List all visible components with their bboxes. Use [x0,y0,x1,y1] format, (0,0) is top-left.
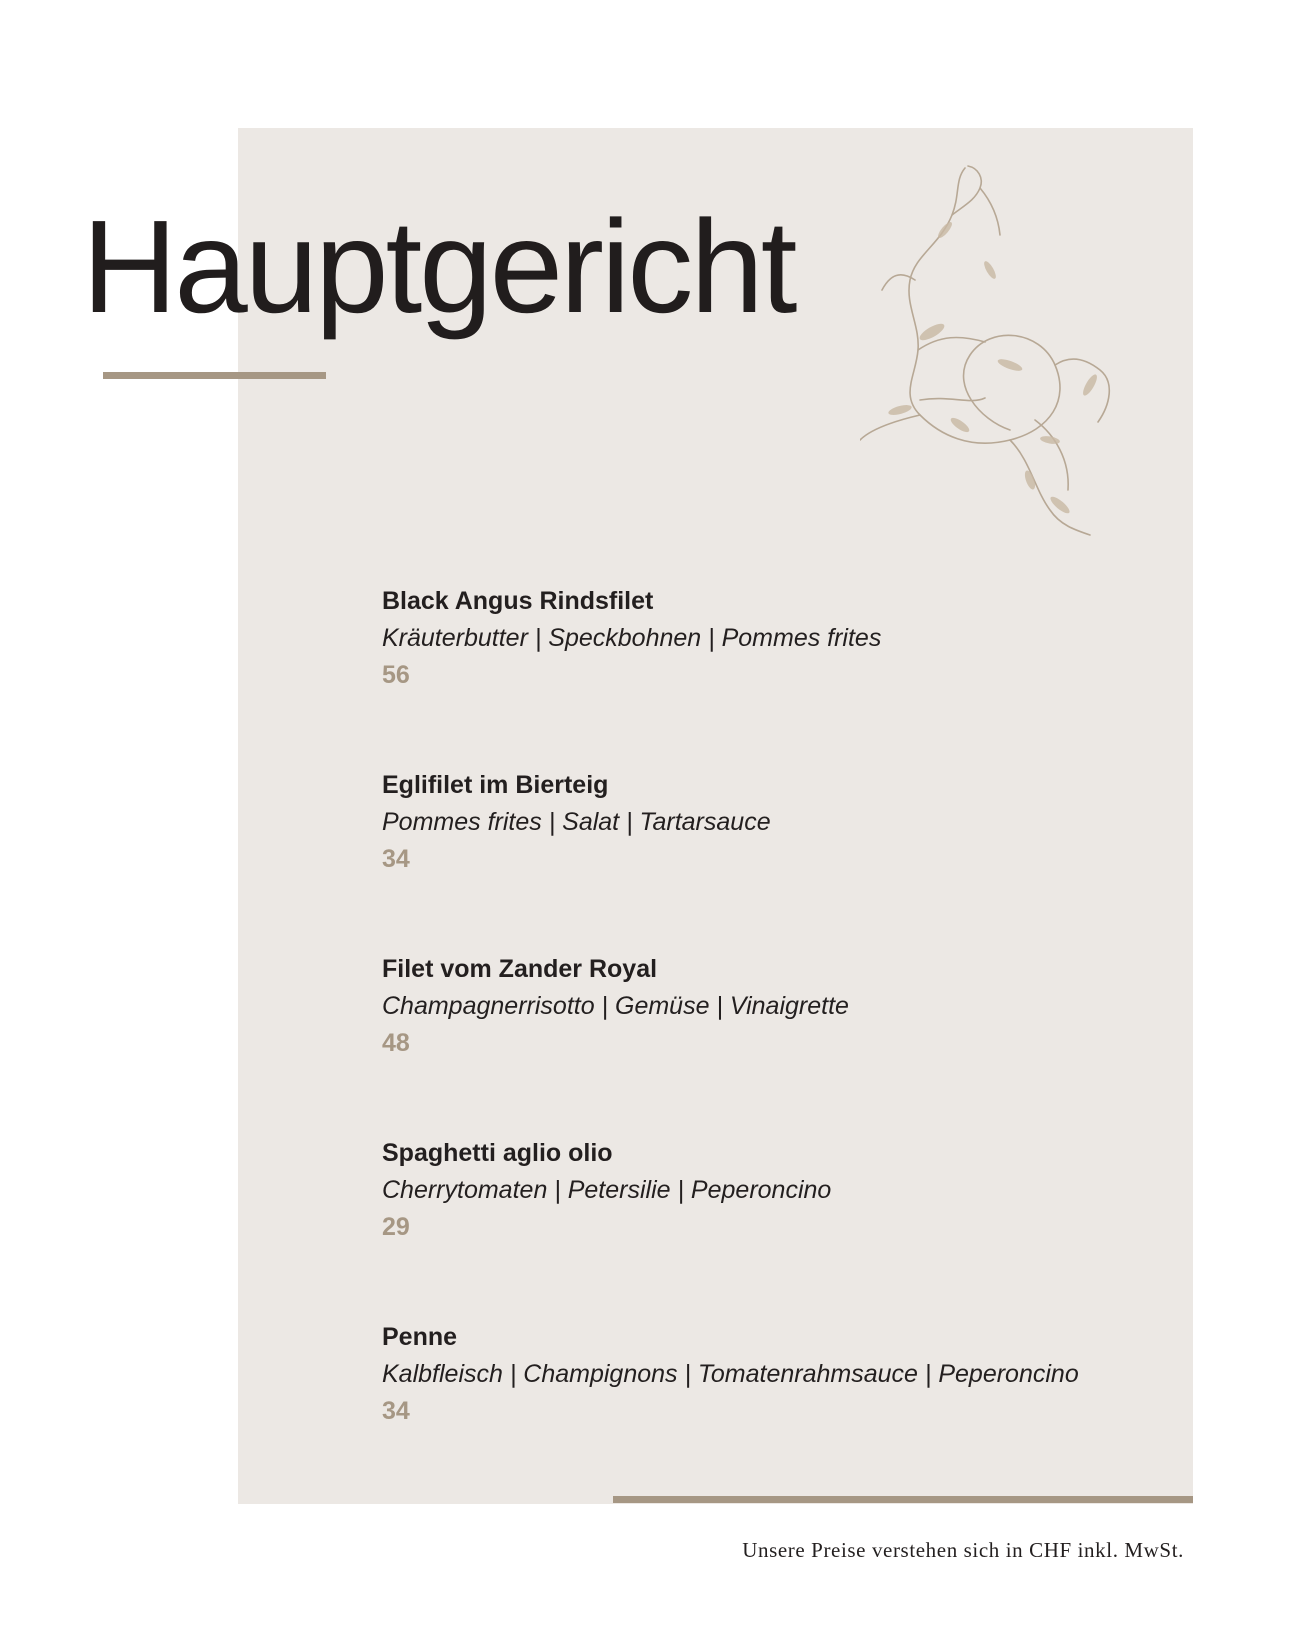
dish-name: Filet vom Zander Royal [382,955,658,983]
price-footnote: Unsere Preise verstehen sich in CHF inkl. MwSt. [742,1538,1184,1562]
menu-item [382,1322,1182,1426]
dish-price: 48 [382,1029,410,1057]
menu-item [382,586,1182,690]
dish-price: 29 [382,1213,410,1241]
dish-price: 34 [382,1397,410,1425]
title-underline [103,372,326,379]
footer-rule [613,1496,1193,1503]
dish-name: Penne [382,1323,458,1351]
dish-description: Champagnerrisotto | Gemüse | Vinaigrette [382,992,849,1020]
botanical-vine-icon [860,160,1140,570]
dish-description: Cherrytomaten | Petersilie | Peperoncino [382,1176,832,1204]
dish-price: 56 [382,661,410,689]
page-title: Hauptgericht [82,193,795,340]
dish-description: Kräuterbutter | Speckbohnen | Pommes frites [382,624,882,652]
menu-item [382,770,1182,874]
menu-item [382,954,1182,1058]
menu-item [382,1138,1182,1242]
dish-name: Black Angus Rindsfilet [382,587,654,615]
dish-description: Pommes frites | Salat | Tartarsauce [382,808,771,836]
dish-price: 34 [382,845,410,873]
dish-name: Eglifilet im Bierteig [382,771,609,799]
dish-name: Spaghetti aglio olio [382,1139,613,1167]
dish-description: Kalbfleisch | Champignons | Tomatenrahmsauce | Peperoncino [382,1360,1079,1388]
